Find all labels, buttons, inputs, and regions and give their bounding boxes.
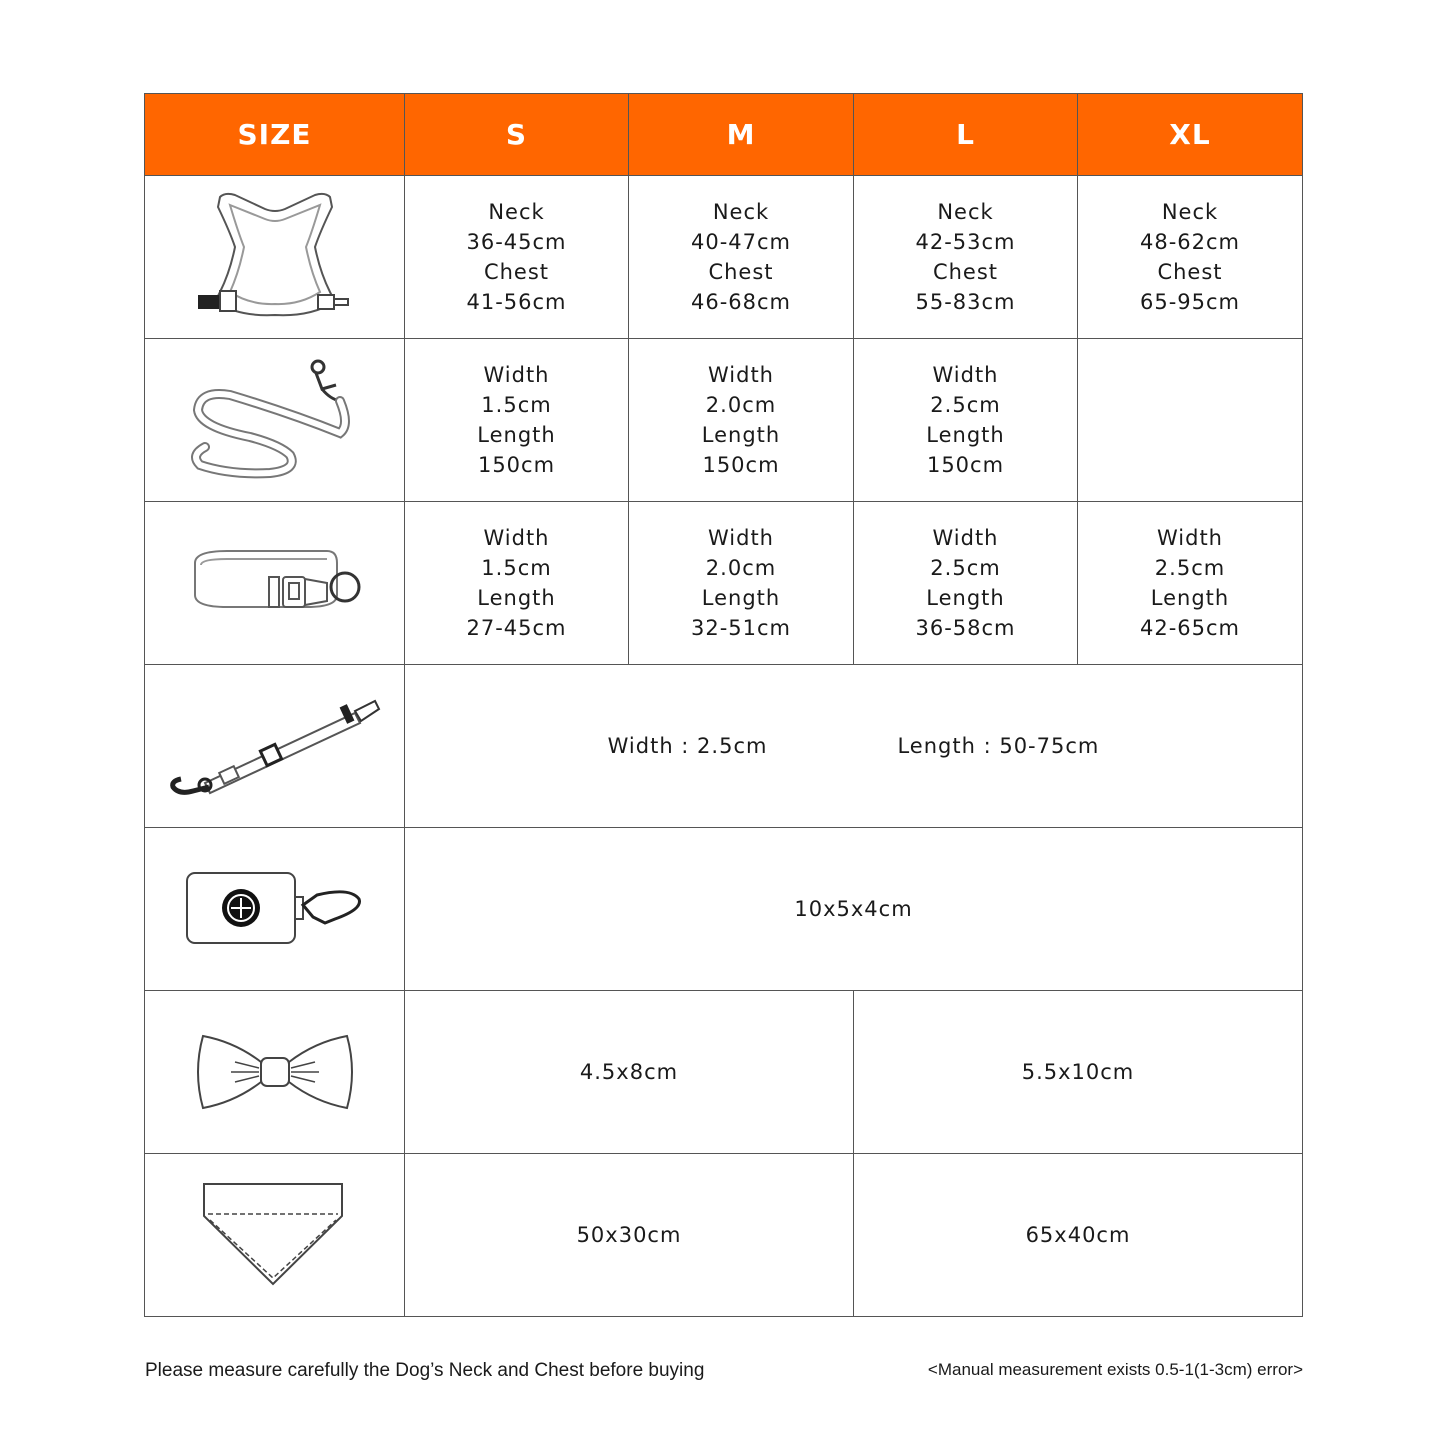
seatbelt-icon-cell <box>145 665 405 828</box>
table-row-harness <box>145 176 1303 339</box>
collar-size-m: Width 2.0cm Length 32-51cm <box>629 502 854 665</box>
table-row-seatbelt <box>145 665 1303 828</box>
harness-icon <box>190 187 360 327</box>
leash-size-xl <box>1078 339 1303 502</box>
table-row-bag-holder <box>145 828 1303 991</box>
measurement-note: Please measure carefully the Dog’s Neck and Chest before buying <box>145 1360 705 1381</box>
collar-size-s: Width 1.5cm Length 27-45cm <box>405 502 629 665</box>
leash-size-l: Width 2.5cm Length 150cm <box>854 339 1078 502</box>
collar-icon <box>187 543 362 623</box>
leash-icon-cell <box>145 339 405 502</box>
seatbelt-width: Width : 2.5cm <box>607 734 768 758</box>
car-seatbelt-icon <box>165 691 385 801</box>
collar-icon-cell <box>145 502 405 665</box>
header-row <box>145 94 1303 176</box>
header-size-s: S <box>405 94 629 176</box>
collar-size-xl: Width 2.5cm Length 42-65cm <box>1078 502 1303 665</box>
harness-size-xl: Neck 48-62cm Chest 65-95cm <box>1078 176 1303 339</box>
bow-tie-small-size: 4.5x8cm <box>405 991 854 1154</box>
bandana-icon <box>200 1180 350 1290</box>
table-row-leash <box>145 339 1303 502</box>
error-note: <Manual measurement exists 0.5-1(1-3cm) error> <box>927 1360 1303 1379</box>
bandana-icon-cell <box>145 1154 405 1317</box>
leash-icon <box>190 355 360 485</box>
table-row-bandana <box>145 1154 1303 1317</box>
harness-icon-cell <box>145 176 405 339</box>
bag-holder-dimensions: 10x5x4cm <box>405 828 1303 991</box>
table-row-bow-tie <box>145 991 1303 1154</box>
bow-tie-icon <box>195 1032 355 1112</box>
seatbelt-dimensions <box>405 665 1303 828</box>
leash-size-m: Width 2.0cm Length 150cm <box>629 339 854 502</box>
header-size-m: M <box>629 94 854 176</box>
bow-tie-large-size: 5.5x10cm <box>854 991 1303 1154</box>
seatbelt-length: Length : 50-75cm <box>897 734 1100 758</box>
header-size-xl: XL <box>1078 94 1303 176</box>
size-chart-table <box>144 93 1303 1317</box>
header-size-l: L <box>854 94 1078 176</box>
bandana-small-size: 50x30cm <box>405 1154 854 1317</box>
bandana-large-size: 65x40cm <box>854 1154 1303 1317</box>
harness-size-m: Neck 40-47cm Chest 46-68cm <box>629 176 854 339</box>
header-size-label: SIZE <box>145 94 405 176</box>
bow-tie-icon-cell <box>145 991 405 1154</box>
collar-size-l: Width 2.5cm Length 36-58cm <box>854 502 1078 665</box>
harness-size-s: Neck 36-45cm Chest 41-56cm <box>405 176 629 339</box>
harness-size-l: Neck 42-53cm Chest 55-83cm <box>854 176 1078 339</box>
bag-holder-icon-cell <box>145 828 405 991</box>
leash-size-s: Width 1.5cm Length 150cm <box>405 339 629 502</box>
poop-bag-holder-icon <box>185 869 365 949</box>
table-row-collar <box>145 502 1303 665</box>
